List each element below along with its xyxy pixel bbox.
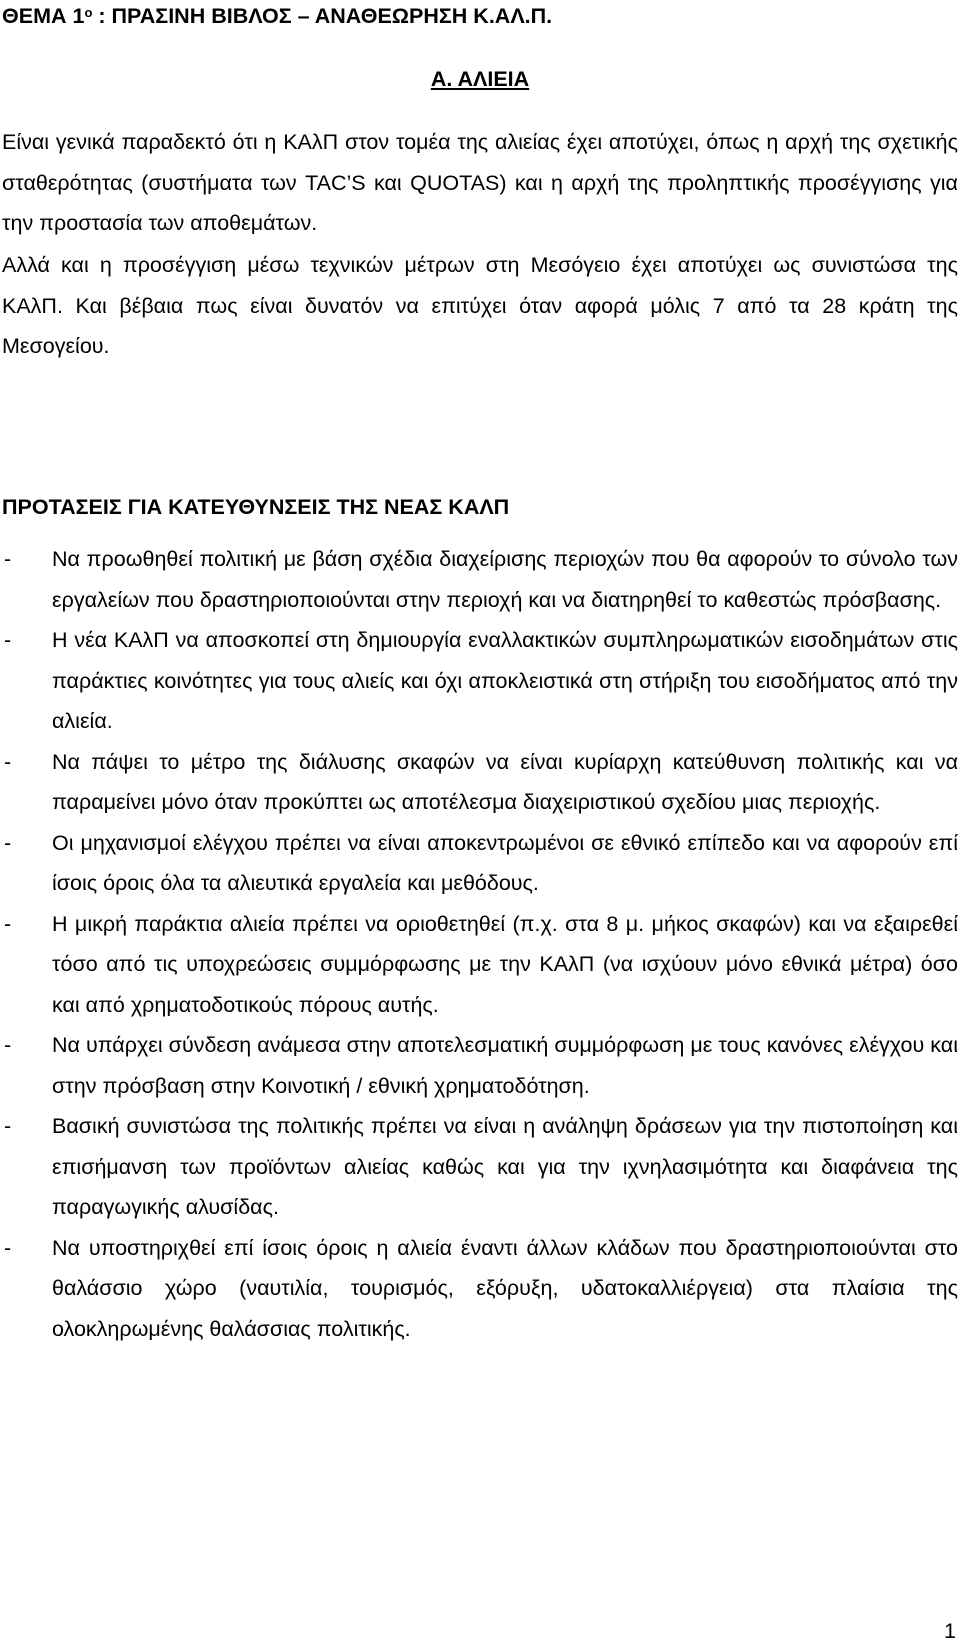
list-item (0, 904, 958, 1026)
proposal-text: Οι μηχανισμοί ελέγχου πρέπει να είναι αποκεντρωμένοι σε εθνικό επίπεδο και να αφορούν επί ίσοις όροις όλα τα αλιευτικά εργαλεία και μεθόδους. (52, 830, 958, 895)
bullet-dash: - (4, 547, 12, 571)
proposal-text: Η νέα ΚΑλΠ να αποσκοπεί στη δημιουργία εναλλακτικών συμπληρωματικών εισοδημάτων στις παράκτιες κοινότητες για τους αλιείς και όχι αποκλειστικά στη στήριξη του εισοδήματος από την αλιεία. (52, 628, 958, 733)
paragraph-intro: Είναι γενικά παραδεκτό ότι η ΚΑλΠ στον τομέα της αλιείας έχει αποτύχει, όπως η αρχή της σχετικής σταθερότητας (συστήματα των TAC’S και QUOTAS) και η αρχή της προληπτικής προσέγγισης για την προστασία των αποθεμάτων. (2, 130, 958, 235)
list-item (0, 620, 958, 742)
bullet-dash: - (4, 911, 12, 936)
bullet-dash: - (4, 628, 12, 652)
title-superscript: ο (84, 5, 93, 20)
list-item (0, 1228, 958, 1350)
proposal-text: Να υπάρχει σύνδεση ανάμεσα στην αποτελεσματική συμμόρφωση με τους κανόνες ελέγχου και στην πρόσβαση στην Κοινοτική / εθνική χρηματοδότηση. (52, 1033, 958, 1098)
list-item (0, 539, 958, 620)
list-item (0, 823, 958, 904)
proposals-heading: ΠΡΟΤΑΣΕΙΣ ΓΙΑ ΚΑΤΕΥΘΥΝΣΕΙΣ ΤΗΣ ΝΕΑΣ ΚΑΛΠ (2, 495, 510, 519)
proposal-text: Βασική συνιστώσα της πολιτικής πρέπει να είναι η ανάληψη δράσεων για την πιστοποίηση και επισήμανση των προϊόντων αλιείας καθώς και για την ιχνηλασιμότητα και διαφάνεια της παραγωγικής αλυσίδας. (52, 1114, 958, 1219)
proposals-list (0, 539, 960, 1349)
proposal-text: Να υποστηριχθεί επί ίσοις όροις η αλιεία έναντι άλλων κλάδων που δραστηριοποιούνται στο θαλάσσιο χώρο (ναυτιλία, τουρισμός, εξόρυξη, υδατοκαλλιέργεια) στα πλαίσια της ολοκληρωμένης θαλάσσιας πολιτικής. (52, 1235, 958, 1341)
page-number: 1 (944, 1619, 956, 1643)
title-suffix: : ΠΡΑΣΙΝΗ ΒΙΒΛΟΣ – ΑΝΑΘΕΩΡΗΣΗ Κ.ΑΛ.Π. (92, 4, 553, 28)
bullet-dash: - (4, 1235, 12, 1260)
list-item (0, 742, 958, 823)
list-item (0, 1106, 958, 1228)
bullet-dash: - (4, 1114, 12, 1138)
bullet-dash: - (4, 830, 12, 855)
list-item (0, 1025, 958, 1106)
proposal-text: Η μικρή παράκτια αλιεία πρέπει να οριοθετηθεί (π.χ. στα 8 μ. μήκος σκαφών) και να εξαιρεθεί τόσο από τις υποχρεώσεις συμμόρφωσης με την ΚΑλΠ (να ισχύουν μόνο εθνικά μέτρα) όσο και από χρηματοδοτικούς πόρους αυτής. (52, 911, 958, 1017)
bullet-dash: - (4, 749, 12, 774)
title-prefix: ΘΕΜΑ 1 (2, 4, 85, 28)
paragraph-mediterranean: Αλλά και η προσέγγιση μέσω τεχνικών μέτρων στη Μεσόγειο έχει αποτύχει ως συνιστώσα της ΚΑλΠ. Και βέβαια πως είναι δυνατόν να επιτύχει όταν αφορά μόλις 7 από τα 28 κράτη της Μεσογείου. (2, 253, 958, 358)
proposal-text: Να πάψει το μέτρο της διάλυσης σκαφών να είναι κυρίαρχη κατεύθυνση πολιτικής και να παραμείνει μόνο όταν προκύπτει ως αποτέλεσμα διαχειριστικού σχεδίου μιας περιοχής. (52, 749, 958, 814)
proposal-text: Να προωθηθεί πολιτική με βάση σχέδια διαχείρισης περιοχών που θα αφορούν το σύνολο των εργαλείων που δραστηριοποιούνται στην περιοχή και να διατηρηθεί το καθεστώς πρόσβασης. (52, 547, 958, 612)
section-title: Α. ΑΛΙΕΙΑ (430, 67, 530, 91)
document-title (2, 2, 552, 30)
bullet-dash: - (4, 1033, 12, 1057)
